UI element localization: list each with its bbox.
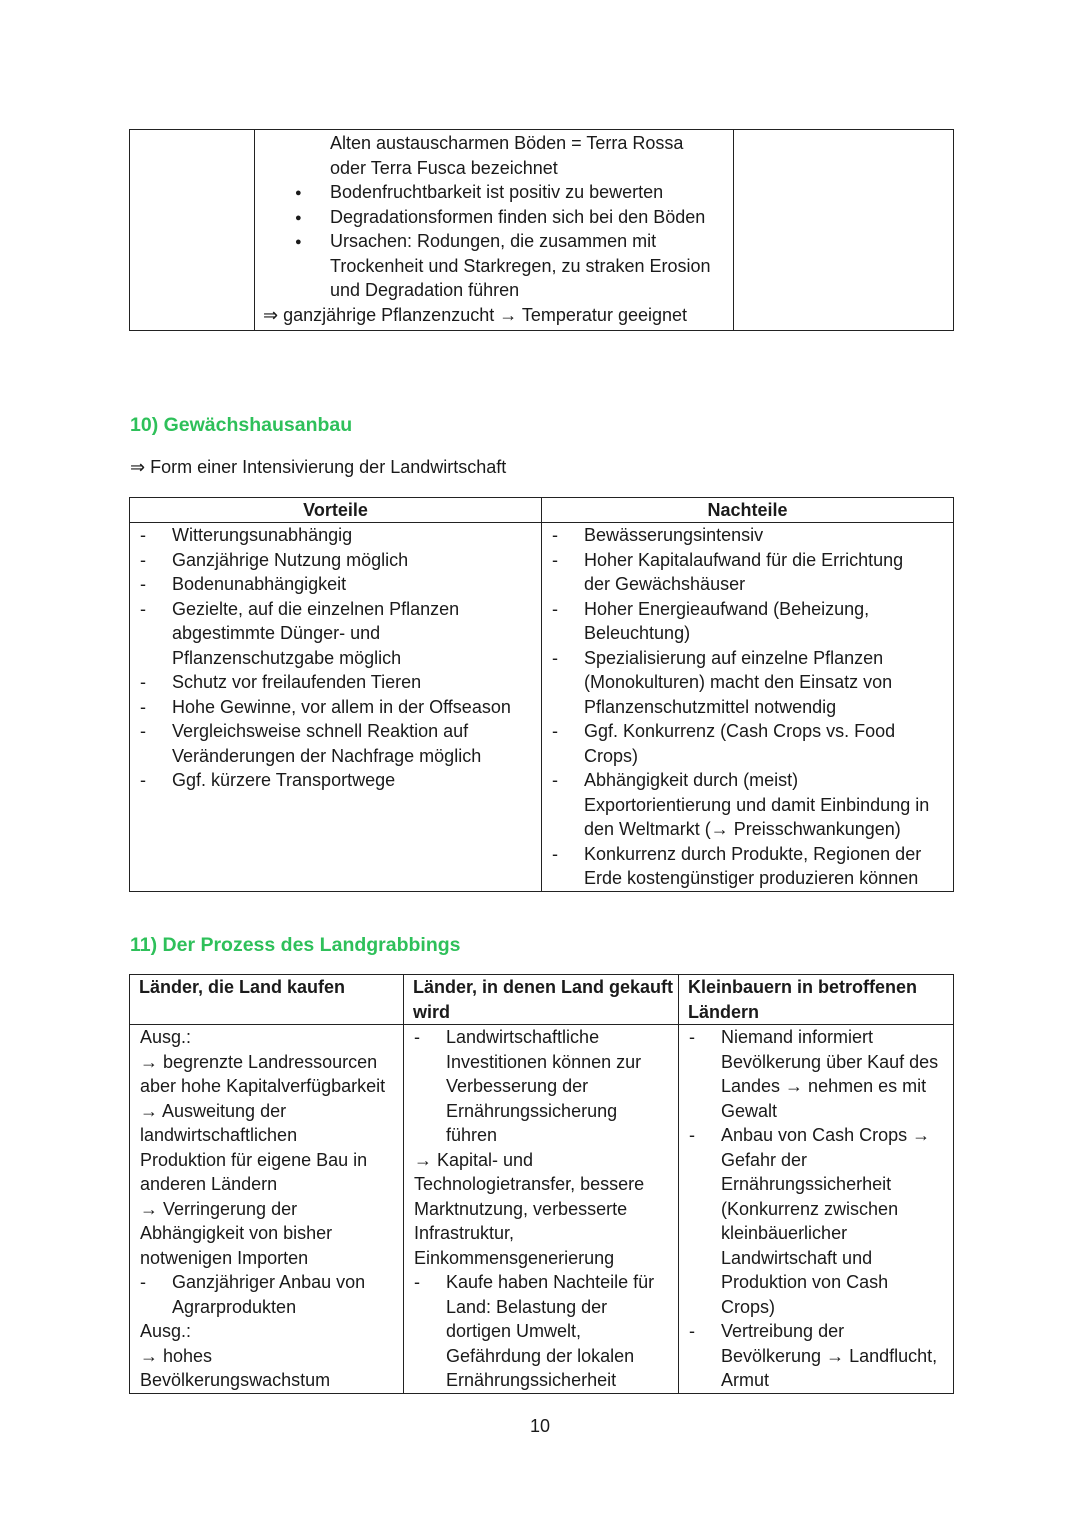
- soil-note-line-text: oder Terra Fusca bezeichnet: [330, 157, 558, 178]
- nachteil-item: [542, 523, 953, 548]
- nachteil-item-text: Beleuchtung): [584, 623, 691, 643]
- nachteil-item: [542, 793, 953, 818]
- dash-marker: -: [552, 598, 558, 619]
- target-line: [404, 1074, 678, 1099]
- buyer-line-text: Ganzjähriger Anbau von: [172, 1272, 366, 1292]
- dash-marker: -: [552, 721, 558, 741]
- buyer-line: [130, 1172, 403, 1197]
- buyer-line-text: Ausg.:: [140, 1321, 192, 1341]
- target-line: [404, 1099, 678, 1124]
- target-line-text: Technologietransfer, bessere: [414, 1174, 645, 1194]
- smallholder-line-text: Bevölkerung über Kauf des: [721, 1051, 939, 1072]
- dash-marker: -: [552, 843, 558, 864]
- target-line-text: Infrastruktur,: [414, 1223, 515, 1243]
- target-line: [404, 1123, 678, 1148]
- target-line-text: Marktnutzung, verbesserte: [414, 1198, 628, 1219]
- nachteil-item: [542, 817, 953, 842]
- smallholder-line: [679, 1368, 953, 1393]
- soil-table: [129, 129, 954, 331]
- buyer-line-text: aber hohe Kapitalverfügbarkeit: [140, 1076, 386, 1096]
- soil-table-content-cell: [255, 130, 734, 331]
- smallholder-line-text: Crops): [721, 1296, 776, 1317]
- target-line-text: Land: Belastung der: [446, 1296, 608, 1317]
- buyer-line: [130, 1025, 403, 1050]
- nachteil-item: [542, 719, 953, 744]
- greenhouse-table: [129, 497, 954, 892]
- nachteil-item-text: Bewässerungsintensiv: [584, 525, 764, 545]
- buyer-line: [130, 1148, 403, 1173]
- soil-note-line-text: ⇒ ganzjährige Pflanzenzucht → Temperatur geeignet: [263, 304, 688, 325]
- bullet-icon: ●: [295, 236, 302, 248]
- smallholder-line-text: Vertreibung der: [721, 1321, 845, 1341]
- target-line-text: führen: [446, 1125, 498, 1145]
- nachteile-cell: [542, 523, 954, 892]
- vorteil-item-text: Ganzjährige Nutzung möglich: [172, 549, 409, 570]
- vorteil-item: [130, 695, 541, 720]
- dash-marker: -: [140, 574, 146, 594]
- buyer-line-text: → hohes: [140, 1345, 213, 1366]
- nachteil-item-text: Erde kostengünstiger produzieren können: [584, 868, 919, 888]
- dash-marker: -: [414, 1027, 420, 1047]
- nachteil-item-text: den Weltmarkt (→ Preisschwankungen): [584, 819, 901, 839]
- target-line-text: Verbesserung der: [446, 1076, 589, 1096]
- dash-marker: -: [140, 672, 146, 692]
- soil-note-line: [255, 131, 733, 156]
- soil-note-line: [255, 229, 733, 254]
- nachteil-item: [542, 744, 953, 769]
- smallholders-list: [679, 1025, 953, 1393]
- soil-note-line-text: Ursachen: Rodungen, die zusammen mit: [330, 231, 657, 251]
- target-countries-list: [404, 1025, 678, 1393]
- buyer-line: [130, 1270, 403, 1295]
- target-line-text: dortigen Umwelt,: [446, 1321, 582, 1341]
- nachteil-item-text: Spezialisierung auf einzelne Pflanzen: [584, 647, 884, 668]
- vorteil-item-text: Veränderungen der Nachfrage möglich: [172, 745, 482, 766]
- vorteil-item: [130, 548, 541, 573]
- buyer-line-text: notwenigen Importen: [140, 1247, 309, 1268]
- dash-marker: -: [140, 549, 146, 570]
- soil-note-line: [255, 254, 733, 279]
- nachteil-item-text: Exportorientierung und damit Einbindung in: [584, 794, 930, 815]
- soil-note-line: [255, 156, 733, 181]
- smallholder-line-text: Ernährungssicherheit: [721, 1174, 892, 1194]
- vorteil-item: [130, 744, 541, 769]
- nachteil-item-text: Pflanzenschutzmittel notwendig: [584, 696, 837, 717]
- target-line: [404, 1270, 678, 1295]
- vorteil-item: [130, 523, 541, 548]
- soil-note-line-text: und Degradation führen: [330, 280, 520, 300]
- vorteil-item-text: Hohe Gewinne, vor allem in der Offseason: [172, 696, 511, 717]
- buyer-line-text: → Ausweitung der: [140, 1100, 287, 1121]
- smallholder-line: [679, 1025, 953, 1050]
- vorteil-item-text: Schutz vor freilaufenden Tieren: [172, 672, 422, 692]
- vorteil-item-text: Vergleichsweise schnell Reaktion auf: [172, 721, 469, 741]
- buyer-line: [130, 1368, 403, 1393]
- smallholder-line-text: kleinbäuerlicher: [721, 1223, 848, 1243]
- nachteil-item: [542, 866, 953, 891]
- buyer-line-text: Abhängigkeit von bisher: [140, 1223, 333, 1243]
- vorteil-item: [130, 719, 541, 744]
- buyer-countries-cell: [130, 1025, 404, 1394]
- nachteil-item: [542, 572, 953, 597]
- target-line-text: Landwirtschaftliche: [446, 1027, 600, 1047]
- dash-marker: -: [140, 1272, 146, 1292]
- buyer-line-text: Bevölkerungswachstum: [140, 1370, 331, 1390]
- section10-heading: 10) Gewächshausanbau: [130, 414, 353, 436]
- soil-note-line: [255, 180, 733, 205]
- soil-note-line: [255, 205, 733, 230]
- vorteil-item: [130, 597, 541, 622]
- vorteile-header: Vorteile: [130, 498, 542, 523]
- section10-intro: ⇒ Form einer Intensivierung der Landwirtschaft: [130, 457, 507, 477]
- smallholder-line: [679, 1270, 953, 1295]
- buyer-line-text: anderen Ländern: [140, 1174, 278, 1194]
- buyer-line-text: Ausg.:: [140, 1027, 192, 1047]
- dash-marker: -: [689, 1027, 695, 1047]
- smallholder-line: [679, 1172, 953, 1197]
- target-line: [404, 1368, 678, 1393]
- target-line-text: Einkommensgenerierung: [414, 1247, 615, 1268]
- nachteil-item-text: der Gewächshäuser: [584, 574, 746, 594]
- smallholder-line: [679, 1221, 953, 1246]
- smallholder-line: [679, 1197, 953, 1222]
- vorteile-list: [130, 523, 541, 793]
- vorteil-item: [130, 621, 541, 646]
- bullet-icon: ●: [295, 211, 302, 224]
- buyer-line-text: → Verringerung der: [140, 1198, 298, 1219]
- soil-note-line-text: Trockenheit und Starkregen, zu straken Erosion: [330, 255, 711, 276]
- vorteil-item-text: Pflanzenschutzgabe möglich: [172, 647, 402, 668]
- dash-marker: -: [140, 721, 146, 741]
- smallholder-line-text: Gewalt: [721, 1100, 778, 1121]
- smallholder-line: [679, 1148, 953, 1173]
- dash-marker: -: [140, 598, 146, 619]
- target-line: [404, 1221, 678, 1246]
- vorteil-item-text: Ggf. kürzere Transportwege: [172, 770, 396, 790]
- dash-marker: -: [689, 1125, 695, 1145]
- buyer-line: [130, 1246, 403, 1271]
- target-line: [404, 1197, 678, 1222]
- buyer-countries-list: [130, 1025, 403, 1393]
- nachteil-item-text: Ggf. Konkurrenz (Cash Crops vs. Food: [584, 721, 896, 741]
- nachteil-item: [542, 768, 953, 793]
- dash-marker: -: [689, 1321, 695, 1341]
- column-header-line: Kleinbauern in betroffenen: [688, 977, 918, 997]
- nachteil-item: [542, 548, 953, 573]
- nachteil-item: [542, 646, 953, 671]
- nachteil-item-text: (Monokulturen) macht den Einsatz von: [584, 672, 893, 692]
- nachteil-item: [542, 695, 953, 720]
- buyer-line: [130, 1319, 403, 1344]
- smallholder-line-text: Bevölkerung → Landflucht,: [721, 1345, 938, 1366]
- soil-note-line-text: Degradationsformen finden sich bei den Böden: [330, 206, 706, 227]
- target-line-text: Ernährungssicherung: [446, 1100, 618, 1121]
- buyer-line: [130, 1099, 403, 1124]
- smallholder-line: [679, 1295, 953, 1320]
- nachteile-header: Nachteile: [542, 498, 954, 523]
- smallholder-line: [679, 1074, 953, 1099]
- header-target-countries: [404, 975, 679, 1025]
- target-line: [404, 1295, 678, 1320]
- target-line: [404, 1319, 678, 1344]
- nachteil-item-text: Konkurrenz durch Produkte, Regionen der: [584, 843, 922, 864]
- smallholder-line: [679, 1050, 953, 1075]
- smallholder-line-text: (Konkurrenz zwischen: [721, 1198, 899, 1219]
- soil-note-line-text: Bodenfruchtbarkeit ist positiv zu bewerten: [330, 182, 664, 202]
- column-header-line: Länder, in denen Land gekauft: [413, 977, 674, 997]
- target-line-text: Investitionen können zur: [446, 1051, 642, 1072]
- section11-heading: 11) Der Prozess des Landgrabbings: [130, 934, 461, 956]
- nachteil-item: [542, 842, 953, 867]
- column-header-line: Ländern: [688, 1001, 760, 1022]
- smallholder-line: [679, 1123, 953, 1148]
- dash-marker: -: [140, 525, 146, 545]
- nachteil-item-text: Hoher Kapitalaufwand für die Errichtung: [584, 549, 904, 570]
- vorteile-cell: [130, 523, 542, 892]
- buyer-line-text: Produktion für eigene Bau in: [140, 1149, 368, 1170]
- smallholders-cell: [679, 1025, 954, 1394]
- target-line: [404, 1148, 678, 1173]
- vorteil-item-text: abgestimmte Dünger- und: [172, 623, 381, 643]
- target-line-text: Kaufe haben Nachteile für: [446, 1272, 655, 1292]
- dash-marker: -: [552, 525, 558, 545]
- vorteil-item-text: Witterungsunabhängig: [172, 525, 353, 545]
- buyer-line-text: → begrenzte Landressourcen: [140, 1051, 378, 1072]
- vorteil-item: [130, 670, 541, 695]
- target-line: [404, 1025, 678, 1050]
- smallholder-line: [679, 1319, 953, 1344]
- nachteil-item-text: Hoher Energieaufwand (Beheizung,: [584, 598, 870, 619]
- dash-marker: -: [414, 1272, 420, 1292]
- target-line: [404, 1172, 678, 1197]
- smallholder-line-text: Landwirtschaft und: [721, 1247, 873, 1268]
- column-header-line: Länder, die Land kaufen: [139, 977, 346, 997]
- buyer-line: [130, 1074, 403, 1099]
- nachteile-list: [542, 523, 953, 891]
- smallholder-line: [679, 1344, 953, 1369]
- buyer-line: [130, 1221, 403, 1246]
- smallholder-line-text: Armut: [721, 1370, 770, 1390]
- smallholder-line: [679, 1099, 953, 1124]
- nachteil-item: [542, 670, 953, 695]
- target-countries-cell: [404, 1025, 679, 1394]
- header-smallholders: [679, 975, 954, 1025]
- smallholder-line-text: Niemand informiert: [721, 1027, 874, 1047]
- vorteil-item: [130, 646, 541, 671]
- soil-notes: [255, 130, 733, 327]
- dash-marker: -: [552, 549, 558, 570]
- dash-marker: -: [140, 696, 146, 717]
- vorteil-item: [130, 768, 541, 793]
- buyer-line: [130, 1050, 403, 1075]
- buyer-line: [130, 1197, 403, 1222]
- soil-note-line: [255, 303, 733, 328]
- smallholder-line-text: Produktion von Cash: [721, 1272, 889, 1292]
- soil-table-right-cell: [734, 130, 954, 331]
- smallholder-line-text: Landes → nehmen es mit: [721, 1076, 927, 1096]
- buyer-line-text: landwirtschaftlichen: [140, 1125, 298, 1145]
- buyer-line: [130, 1123, 403, 1148]
- page-number: 10: [529, 1416, 551, 1436]
- target-line-text: Ernährungssicherheit: [446, 1370, 617, 1390]
- buyer-line: [130, 1344, 403, 1369]
- vorteil-item: [130, 572, 541, 597]
- nachteil-item-text: Crops): [584, 745, 639, 766]
- smallholder-line: [679, 1246, 953, 1271]
- soil-note-line-text: Alten austauscharmen Böden = Terra Rossa: [330, 133, 684, 153]
- column-header-line: wird: [413, 1001, 451, 1022]
- soil-note-line: [255, 278, 733, 303]
- nachteil-item: [542, 597, 953, 622]
- header-buyer-countries: [130, 975, 404, 1025]
- vorteil-item-text: Gezielte, auf die einzelnen Pflanzen: [172, 598, 460, 619]
- dash-marker: -: [552, 647, 558, 668]
- target-line: [404, 1050, 678, 1075]
- landgrabbing-table: [129, 974, 954, 1394]
- dash-marker: -: [140, 770, 146, 790]
- soil-table-left-cell: [130, 130, 255, 331]
- nachteil-item-text: Abhängigkeit durch (meist): [584, 770, 799, 790]
- buyer-line-text: Agrarprodukten: [172, 1296, 297, 1317]
- nachteil-item: [542, 621, 953, 646]
- header-spacer: [130, 1000, 403, 1025]
- target-line: [404, 1246, 678, 1271]
- target-line: [404, 1344, 678, 1369]
- target-line-text: → Kapital- und: [414, 1149, 534, 1170]
- target-line-text: Gefährdung der lokalen: [446, 1345, 635, 1366]
- smallholder-line-text: Gefahr der: [721, 1149, 808, 1170]
- dash-marker: -: [552, 770, 558, 790]
- buyer-line: [130, 1295, 403, 1320]
- vorteil-item-text: Bodenunabhängigkeit: [172, 574, 347, 594]
- bullet-icon: ●: [295, 187, 302, 199]
- smallholder-line-text: Anbau von Cash Crops →: [721, 1125, 931, 1145]
